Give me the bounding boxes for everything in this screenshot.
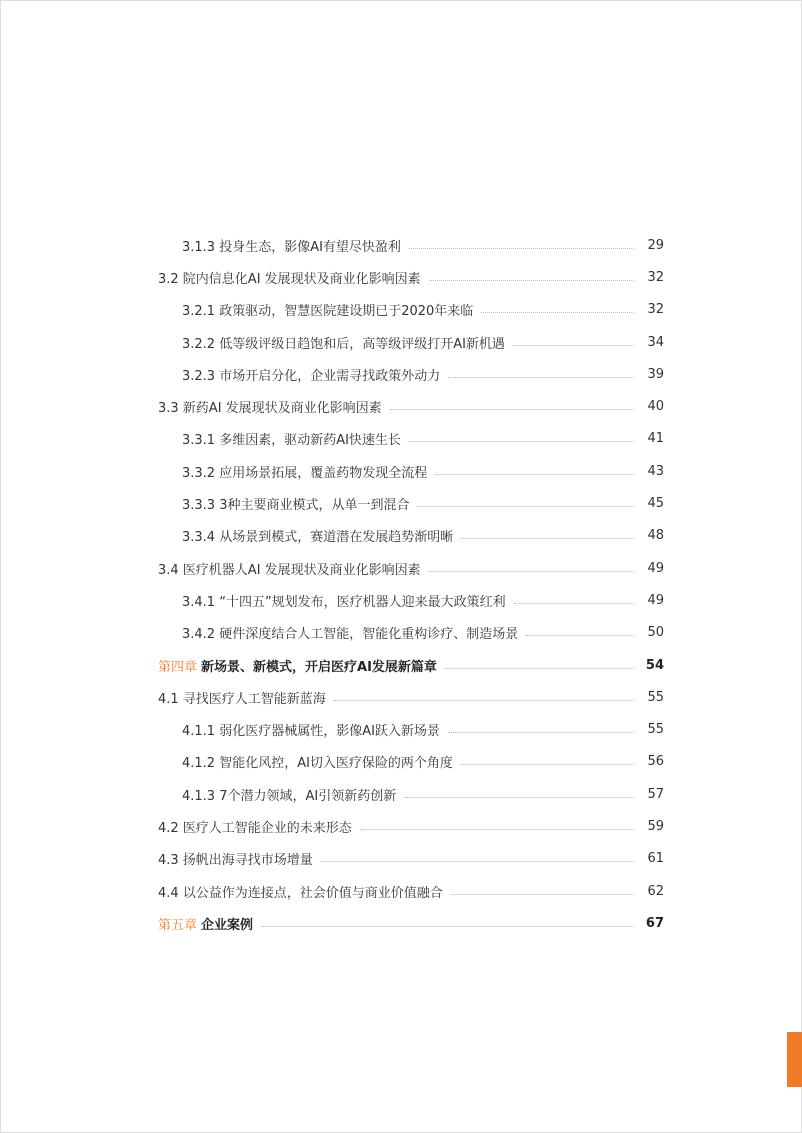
dot-leader [461, 538, 634, 539]
dot-leader [461, 764, 634, 765]
toc-entry-title: 3.3.4 从场景到模式，赛道潜在发展趋势渐明晰 [182, 530, 454, 546]
toc-page-number: 56 [647, 754, 664, 770]
toc-entry[interactable] [158, 294, 664, 326]
toc-entry-title: 企业案例 [201, 917, 254, 933]
dot-leader [409, 248, 634, 249]
toc-entry-title: 3.2 院内信息化AI 发展现状及商业化影响因素 [158, 271, 421, 287]
side-tab-marker [787, 1032, 802, 1087]
toc-entry-label [158, 268, 421, 287]
dot-leader [451, 894, 634, 895]
toc-entry[interactable] [158, 681, 664, 713]
toc-entry-label [182, 494, 409, 513]
toc-entry-label [182, 526, 453, 545]
toc-page-number: 43 [647, 463, 664, 479]
dot-leader [409, 441, 634, 442]
toc-entry[interactable] [158, 326, 664, 358]
table-of-contents [158, 229, 664, 940]
toc-page-number: 55 [647, 722, 664, 738]
toc-page-number: 61 [647, 851, 664, 867]
toc-entry-title: 3.2.2 低等级评级日趋饱和后，高等级评级打开AI新机遇 [182, 336, 505, 352]
dot-leader [445, 668, 634, 669]
toc-page-number: 62 [647, 883, 664, 899]
toc-entry-title: 3.1.3 投身生态，影像AI有望尽快盈利 [182, 239, 401, 255]
chapter-prefix: 第四章 [158, 659, 198, 675]
dot-leader [526, 635, 634, 636]
toc-entry-label [182, 429, 401, 448]
toc-entry[interactable] [158, 843, 664, 875]
toc-page-number: 54 [645, 657, 664, 673]
toc-entry-title: 4.1.1 弱化医疗器械属性，影像AI跃入新场景 [182, 724, 440, 740]
toc-entry[interactable] [158, 875, 664, 907]
toc-entry-label [158, 882, 443, 901]
toc-entry-label [158, 849, 313, 868]
toc-entry-label [182, 720, 440, 739]
toc-entry-label [182, 462, 427, 481]
dot-leader [513, 345, 634, 346]
toc-entry-label [158, 688, 326, 707]
toc-entry[interactable] [158, 810, 664, 842]
toc-entry-title: 4.2 医疗人工智能企业的未来形态 [158, 820, 352, 836]
dot-leader [334, 700, 634, 701]
toc-page-number: 59 [647, 818, 664, 834]
toc-entry-title: 3.3.2 应用场景拓展，覆盖药物发现全流程 [182, 465, 428, 481]
toc-entry-title: 3.4.1 “十四五”规划发布，医疗机器人迎来最大政策红利 [182, 594, 506, 610]
dot-leader [448, 732, 634, 733]
toc-entry-label [158, 559, 421, 578]
toc-entry-label [182, 236, 401, 255]
toc-entry-title: 4.1.3 7个潜力领域，AI引领新药创新 [182, 788, 397, 804]
toc-entry-label [182, 365, 440, 384]
toc-entry-label [182, 591, 506, 610]
toc-chapter-entry[interactable] [158, 649, 664, 681]
toc-entry-title: 3.3.1 多维因素，驱动新药AI快速生长 [182, 433, 401, 449]
toc-entry-title: 3.4.2 硬件深度结合人工智能，智能化重构诊疗、制造场景 [182, 627, 519, 643]
toc-page-number: 34 [647, 334, 664, 350]
toc-entry-title: 3.3.3 3种主要商业模式，从单一到混合 [182, 498, 410, 514]
toc-entry-title: 4.1 寻找医疗人工智能新蓝海 [158, 691, 326, 707]
toc-page-number: 55 [647, 689, 664, 705]
toc-page-number: 32 [647, 269, 664, 285]
toc-page-number: 67 [645, 915, 664, 931]
toc-page-number: 57 [647, 786, 664, 802]
toc-entry-title: 3.4 医疗机器人AI 发展现状及商业化影响因素 [158, 562, 421, 578]
toc-entry[interactable] [158, 261, 664, 293]
toc-entry[interactable] [158, 390, 664, 422]
toc-page-number: 48 [647, 528, 664, 544]
dot-leader [321, 861, 634, 862]
toc-entry-label [158, 656, 437, 675]
toc-entry[interactable] [158, 487, 664, 519]
toc-entry-title: 4.1.2 智能化风控，AI切入医疗保险的两个角度 [182, 756, 453, 772]
dot-leader [404, 797, 634, 798]
toc-entry-label [158, 817, 352, 836]
toc-entry[interactable] [158, 552, 664, 584]
toc-page-number: 49 [647, 560, 664, 576]
toc-page-number: 45 [647, 496, 664, 512]
chapter-prefix: 第五章 [158, 917, 198, 933]
toc-entry-title: 新场景、新模式，开启医疗AI发展新篇章 [201, 659, 437, 675]
toc-entry-label [158, 914, 253, 933]
toc-entry-label [182, 785, 396, 804]
dot-leader [417, 506, 634, 507]
toc-entry[interactable] [158, 358, 664, 390]
toc-entry[interactable] [158, 520, 664, 552]
dot-leader [360, 829, 634, 830]
toc-entry[interactable] [158, 455, 664, 487]
toc-entry[interactable] [158, 584, 664, 616]
toc-entry-title: 4.4 以公益作为连接点，社会价值与商业价值融合 [158, 885, 443, 901]
dot-leader [481, 312, 634, 313]
toc-entry[interactable] [158, 778, 664, 810]
toc-entry-label [182, 300, 473, 319]
toc-entry[interactable] [158, 423, 664, 455]
toc-entry-title: 3.2.1 政策驱动，智慧医院建设期已于2020年来临 [182, 304, 474, 320]
toc-page-number: 41 [647, 431, 664, 447]
toc-chapter-entry[interactable] [158, 907, 664, 939]
toc-page-number: 29 [647, 237, 664, 253]
dot-leader [429, 571, 634, 572]
toc-page-number: 49 [647, 592, 664, 608]
toc-entry[interactable] [158, 746, 664, 778]
toc-entry-label [158, 397, 382, 416]
toc-entry[interactable] [158, 229, 664, 261]
toc-entry-title: 4.3 扬帆出海寻找市场增量 [158, 853, 313, 869]
toc-page-number: 39 [647, 366, 664, 382]
toc-entry-title: 3.3 新药AI 发展现状及商业化影响因素 [158, 401, 382, 417]
toc-entry-title: 3.2.3 市场开启分化，企业需寻找政策外动力 [182, 368, 441, 384]
toc-entry-label [182, 623, 518, 642]
toc-page-number: 40 [647, 399, 664, 415]
toc-entry-label [182, 333, 505, 352]
toc-entry-label [182, 752, 453, 771]
dot-leader [261, 926, 634, 927]
dot-leader [435, 474, 634, 475]
dot-leader [514, 603, 634, 604]
toc-page-number: 50 [647, 625, 664, 641]
dot-leader [390, 409, 634, 410]
toc-entry[interactable] [158, 617, 664, 649]
dot-leader [429, 280, 634, 281]
toc-entry[interactable] [158, 713, 664, 745]
toc-page-number: 32 [647, 302, 664, 318]
dot-leader [448, 377, 634, 378]
